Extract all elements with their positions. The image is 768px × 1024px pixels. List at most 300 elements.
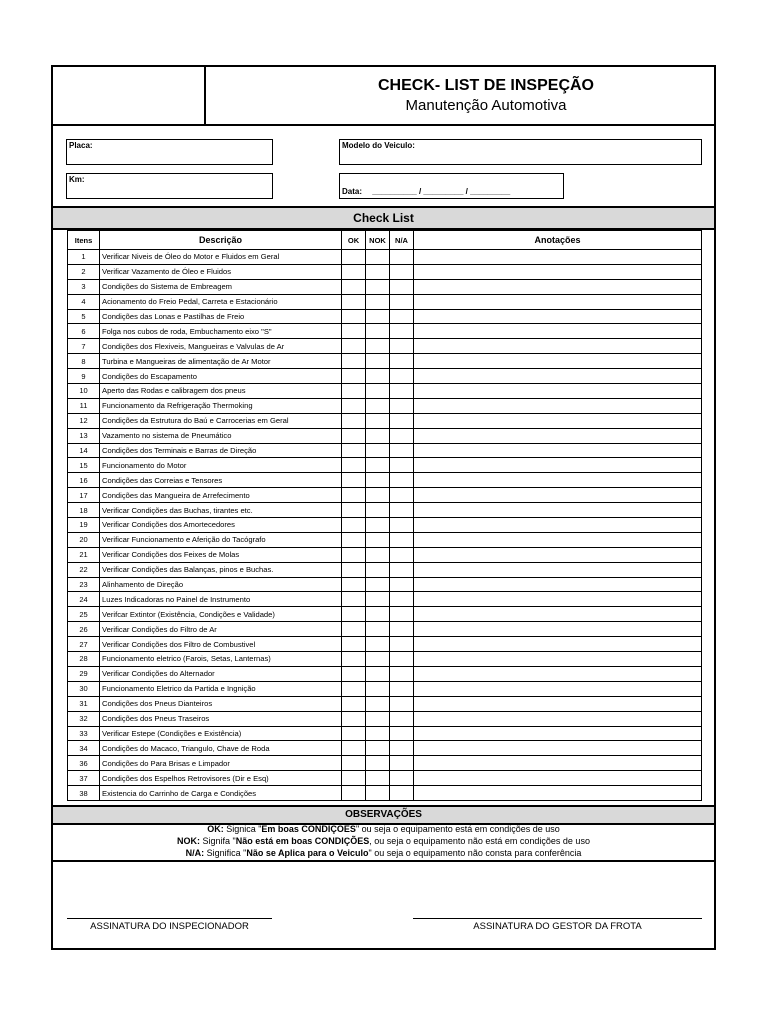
na-checkbox-cell[interactable]: [390, 250, 414, 265]
legend-nok-pre: Signifa ": [200, 836, 236, 846]
na-checkbox-cell[interactable]: [390, 681, 414, 696]
na-checkbox-cell[interactable]: [390, 443, 414, 458]
nok-checkbox-cell[interactable]: [366, 250, 390, 265]
na-checkbox-cell[interactable]: [390, 294, 414, 309]
anotacoes-cell[interactable]: [414, 428, 702, 443]
table-row: [68, 488, 702, 503]
legend-ok-key: OK:: [207, 824, 224, 834]
item-number: 23: [68, 577, 100, 592]
item-description: Verificar Condições do Filtro de Ar: [100, 622, 342, 637]
table-row: [68, 711, 702, 726]
item-number: 21: [68, 547, 100, 562]
item-description: Verifcar Extintor (Existência, Condições e Validade): [100, 607, 342, 622]
item-description: Folga nos cubos de roda, Embuchamento eixo "S": [100, 324, 342, 339]
item-number: 8: [68, 354, 100, 369]
na-checkbox-cell[interactable]: [390, 652, 414, 667]
km-label: Km:: [69, 175, 85, 184]
item-number: 18: [68, 503, 100, 518]
nok-checkbox-cell[interactable]: [366, 786, 390, 801]
item-number: 4: [68, 294, 100, 309]
nok-checkbox-cell[interactable]: [366, 324, 390, 339]
anotacoes-cell[interactable]: [414, 443, 702, 458]
inspector-signature-line[interactable]: [67, 918, 272, 919]
na-checkbox-cell[interactable]: [390, 339, 414, 354]
item-description: Verificar Niveis de Óleo do Motor e Fluidos em Geral: [100, 250, 342, 265]
item-number: 5: [68, 309, 100, 324]
item-description: Verificar Condições das Buchas, tirantes etc.: [100, 503, 342, 518]
na-checkbox-cell[interactable]: [390, 592, 414, 607]
table-row: [68, 786, 702, 801]
na-checkbox-cell[interactable]: [390, 666, 414, 681]
na-checkbox-cell[interactable]: [390, 384, 414, 399]
table-row: [68, 562, 702, 577]
table-row: [68, 532, 702, 547]
data-blanks: __________ / _________ / _________: [372, 187, 511, 196]
modelo-veiculo-label: Modelo do Veiculo:: [342, 141, 415, 150]
item-number: 19: [68, 518, 100, 533]
item-number: 11: [68, 398, 100, 413]
anotacoes-cell[interactable]: [414, 488, 702, 503]
ok-checkbox-cell[interactable]: [342, 637, 366, 652]
ok-checkbox-cell[interactable]: [342, 652, 366, 667]
ok-checkbox-cell[interactable]: [342, 771, 366, 786]
legend-na-key: N/A:: [185, 848, 205, 858]
nok-checkbox-cell[interactable]: [366, 354, 390, 369]
na-checkbox-cell[interactable]: [390, 532, 414, 547]
item-description: Condições dos Flexiveis, Mangueiras e Valvulas de Ar: [100, 339, 342, 354]
na-checkbox-cell[interactable]: [390, 577, 414, 592]
legend-ok-post: " ou seja o equipamento está em condições de uso: [355, 824, 560, 834]
item-number: 14: [68, 443, 100, 458]
observacoes-title: OBSERVAÇÕES: [53, 805, 714, 825]
ok-checkbox-cell[interactable]: [342, 309, 366, 324]
item-description: Funcionamento eletrico (Farois, Setas, Lanternas): [100, 652, 342, 667]
legend-nok: [53, 836, 714, 846]
ok-checkbox-cell[interactable]: [342, 398, 366, 413]
manager-signature-line[interactable]: [413, 918, 702, 919]
item-number: 17: [68, 488, 100, 503]
item-description: Acionamento do Freio Pedal, Carreta e Estacionário: [100, 294, 342, 309]
ok-checkbox-cell[interactable]: [342, 279, 366, 294]
anotacoes-cell[interactable]: [414, 681, 702, 696]
legend-na-bold: Não se Aplica para o Veiculo: [246, 848, 369, 858]
anotacoes-cell[interactable]: [414, 473, 702, 488]
na-checkbox-cell[interactable]: [390, 607, 414, 622]
item-number: 30: [68, 681, 100, 696]
nok-checkbox-cell[interactable]: [366, 592, 390, 607]
ok-checkbox-cell[interactable]: [342, 622, 366, 637]
table-row: [68, 428, 702, 443]
item-number: 3: [68, 279, 100, 294]
col-nok: NOK: [366, 231, 390, 250]
item-number: 2: [68, 264, 100, 279]
data-label: Data:: [342, 187, 363, 196]
item-number: 20: [68, 532, 100, 547]
item-description: Condições dos Espelhos Retrovisores (Dir e Esq): [100, 771, 342, 786]
na-checkbox-cell[interactable]: [390, 503, 414, 518]
nok-checkbox-cell[interactable]: [366, 279, 390, 294]
item-description: Condições do Para Brisas e Limpador: [100, 756, 342, 771]
ok-checkbox-cell[interactable]: [342, 681, 366, 696]
table-row: [68, 279, 702, 294]
item-number: 34: [68, 741, 100, 756]
checklist-body: [68, 250, 702, 801]
anotacoes-cell[interactable]: [414, 369, 702, 384]
table-row: [68, 250, 702, 265]
ok-checkbox-cell[interactable]: [342, 443, 366, 458]
item-description: Verificar Estepe (Condições e Existência): [100, 726, 342, 741]
anotacoes-cell[interactable]: [414, 607, 702, 622]
anotacoes-cell[interactable]: [414, 622, 702, 637]
inspector-signature-label: ASSINATURA DO INSPECIONADOR: [90, 921, 249, 932]
item-number: 37: [68, 771, 100, 786]
inspection-sheet: [51, 65, 716, 950]
na-checkbox-cell[interactable]: [390, 711, 414, 726]
na-checkbox-cell[interactable]: [390, 518, 414, 533]
data-field[interactable]: [339, 173, 564, 199]
anotacoes-cell[interactable]: [414, 354, 702, 369]
na-checkbox-cell[interactable]: [390, 413, 414, 428]
table-row: [68, 592, 702, 607]
signature-divider: [53, 860, 714, 862]
na-checkbox-cell[interactable]: [390, 369, 414, 384]
table-row: [68, 547, 702, 562]
item-number: 33: [68, 726, 100, 741]
anotacoes-cell[interactable]: [414, 547, 702, 562]
placa-field[interactable]: [66, 139, 273, 165]
anotacoes-cell[interactable]: [414, 726, 702, 741]
na-checkbox-cell[interactable]: [390, 786, 414, 801]
ok-checkbox-cell[interactable]: [342, 473, 366, 488]
na-checkbox-cell[interactable]: [390, 726, 414, 741]
km-field[interactable]: [66, 173, 273, 199]
table-row: [68, 369, 702, 384]
item-number: 27: [68, 637, 100, 652]
ok-checkbox-cell[interactable]: [342, 339, 366, 354]
table-row: [68, 622, 702, 637]
checklist-title: Check List: [53, 208, 714, 228]
item-description: Aperto das Rodas e calibragem dos pneus: [100, 384, 342, 399]
item-number: 24: [68, 592, 100, 607]
checklist-table: [67, 230, 702, 801]
item-description: Condições das Correias e Tensores: [100, 473, 342, 488]
table-row: [68, 652, 702, 667]
nok-checkbox-cell[interactable]: [366, 726, 390, 741]
table-row: [68, 741, 702, 756]
item-number: 15: [68, 458, 100, 473]
ok-checkbox-cell[interactable]: [342, 666, 366, 681]
na-checkbox-cell[interactable]: [390, 622, 414, 637]
anotacoes-cell[interactable]: [414, 458, 702, 473]
nok-checkbox-cell[interactable]: [366, 532, 390, 547]
anotacoes-cell[interactable]: [414, 756, 702, 771]
table-row: [68, 577, 702, 592]
item-description: Condições das Mangueira de Arrefecimento: [100, 488, 342, 503]
item-description: Condições da Estrutura do Baú e Carrocerias em Geral: [100, 413, 342, 428]
legend-ok-pre: Signica ": [223, 824, 262, 834]
ok-checkbox-cell[interactable]: [342, 786, 366, 801]
item-number: 1: [68, 250, 100, 265]
nok-checkbox-cell[interactable]: [366, 458, 390, 473]
anotacoes-cell[interactable]: [414, 324, 702, 339]
na-checkbox-cell[interactable]: [390, 398, 414, 413]
nok-checkbox-cell[interactable]: [366, 413, 390, 428]
ok-checkbox-cell[interactable]: [342, 607, 366, 622]
item-description: Condições do Escapamento: [100, 369, 342, 384]
ok-checkbox-cell[interactable]: [342, 532, 366, 547]
table-row: [68, 518, 702, 533]
item-description: Condições dos Pneus Dianteiros: [100, 696, 342, 711]
ok-checkbox-cell[interactable]: [342, 384, 366, 399]
anotacoes-cell[interactable]: [414, 666, 702, 681]
nok-checkbox-cell[interactable]: [366, 488, 390, 503]
nok-checkbox-cell[interactable]: [366, 264, 390, 279]
nok-checkbox-cell[interactable]: [366, 562, 390, 577]
item-number: 13: [68, 428, 100, 443]
ok-checkbox-cell[interactable]: [342, 696, 366, 711]
nok-checkbox-cell[interactable]: [366, 711, 390, 726]
col-anotacoes: Anotações: [414, 231, 702, 250]
na-checkbox-cell[interactable]: [390, 354, 414, 369]
na-checkbox-cell[interactable]: [390, 279, 414, 294]
legend-nok-post: , ou seja o equipamento não está em condições de uso: [369, 836, 590, 846]
table-row: [68, 294, 702, 309]
anotacoes-cell[interactable]: [414, 309, 702, 324]
item-number: 22: [68, 562, 100, 577]
item-number: 32: [68, 711, 100, 726]
anotacoes-cell[interactable]: [414, 741, 702, 756]
table-row: [68, 443, 702, 458]
anotacoes-cell[interactable]: [414, 294, 702, 309]
item-number: 36: [68, 756, 100, 771]
nok-checkbox-cell[interactable]: [366, 696, 390, 711]
item-description: Condições do Macaco, Triangulo, Chave de Roda: [100, 741, 342, 756]
table-row: [68, 607, 702, 622]
item-description: Verificar Condições das Balanças, pinos e Buchas.: [100, 562, 342, 577]
item-description: Condições do Sistema de Embreagem: [100, 279, 342, 294]
na-checkbox-cell[interactable]: [390, 488, 414, 503]
nok-checkbox-cell[interactable]: [366, 518, 390, 533]
nok-checkbox-cell[interactable]: [366, 428, 390, 443]
table-row: [68, 637, 702, 652]
item-number: 29: [68, 666, 100, 681]
col-itens: Itens: [68, 231, 100, 250]
na-checkbox-cell[interactable]: [390, 458, 414, 473]
item-description: Condições dos Terminais e Barras de Direção: [100, 443, 342, 458]
nok-checkbox-cell[interactable]: [366, 547, 390, 562]
item-description: Condições das Lonas e Pastilhas de Freio: [100, 309, 342, 324]
table-row: [68, 458, 702, 473]
legend-nok-bold: Não está em boas CONDIÇÕES: [235, 836, 370, 846]
item-number: 6: [68, 324, 100, 339]
na-checkbox-cell[interactable]: [390, 473, 414, 488]
legend-na-pre: Significa ": [204, 848, 247, 858]
data-line: [342, 187, 561, 196]
table-row: [68, 756, 702, 771]
table-row: [68, 339, 702, 354]
anotacoes-cell[interactable]: [414, 413, 702, 428]
ok-checkbox-cell[interactable]: [342, 324, 366, 339]
item-number: 12: [68, 413, 100, 428]
na-checkbox-cell[interactable]: [390, 324, 414, 339]
table-row: [68, 413, 702, 428]
ok-checkbox-cell[interactable]: [342, 264, 366, 279]
item-description: Verificar Condições dos Filtro de Combustivel: [100, 637, 342, 652]
nok-checkbox-cell[interactable]: [366, 309, 390, 324]
item-description: Turbina e Mangueiras de alimentação de Ar Motor: [100, 354, 342, 369]
item-number: 25: [68, 607, 100, 622]
ok-checkbox-cell[interactable]: [342, 577, 366, 592]
nok-checkbox-cell[interactable]: [366, 443, 390, 458]
table-row: [68, 384, 702, 399]
nok-checkbox-cell[interactable]: [366, 503, 390, 518]
nok-checkbox-cell[interactable]: [366, 741, 390, 756]
nok-checkbox-cell[interactable]: [366, 398, 390, 413]
table-row: [68, 503, 702, 518]
na-checkbox-cell[interactable]: [390, 756, 414, 771]
anotacoes-cell[interactable]: [414, 637, 702, 652]
nok-checkbox-cell[interactable]: [366, 607, 390, 622]
col-descricao: Descrição: [100, 231, 342, 250]
anotacoes-cell[interactable]: [414, 562, 702, 577]
table-row: [68, 309, 702, 324]
ok-checkbox-cell[interactable]: [342, 369, 366, 384]
item-description: Funcionamento do Motor: [100, 458, 342, 473]
nok-checkbox-cell[interactable]: [366, 577, 390, 592]
item-number: 7: [68, 339, 100, 354]
legend-ok-bold: Em boas CONDIÇÕES: [261, 824, 356, 834]
table-row: [68, 324, 702, 339]
legend-na-post: " ou seja o equipamento não consta para conferência: [368, 848, 582, 858]
na-checkbox-cell[interactable]: [390, 547, 414, 562]
nok-checkbox-cell[interactable]: [366, 681, 390, 696]
anotacoes-cell[interactable]: [414, 384, 702, 399]
na-checkbox-cell[interactable]: [390, 771, 414, 786]
table-row: [68, 473, 702, 488]
na-checkbox-cell[interactable]: [390, 428, 414, 443]
anotacoes-cell[interactable]: [414, 518, 702, 533]
page-subtitle: Manutenção Automotiva: [405, 97, 567, 114]
anotacoes-cell[interactable]: [414, 503, 702, 518]
na-checkbox-cell[interactable]: [390, 637, 414, 652]
na-checkbox-cell[interactable]: [390, 741, 414, 756]
item-description: Verificar Vazamento de Óleo e Fluidos: [100, 264, 342, 279]
ok-checkbox-cell[interactable]: [342, 711, 366, 726]
nok-checkbox-cell[interactable]: [366, 771, 390, 786]
ok-checkbox-cell[interactable]: [342, 592, 366, 607]
nok-checkbox-cell[interactable]: [366, 652, 390, 667]
anotacoes-cell[interactable]: [414, 279, 702, 294]
nok-checkbox-cell[interactable]: [366, 294, 390, 309]
ok-checkbox-cell[interactable]: [342, 547, 366, 562]
anotacoes-cell[interactable]: [414, 786, 702, 801]
na-checkbox-cell[interactable]: [390, 562, 414, 577]
item-description: Existencia do Carrinho de Carga e Condições: [100, 786, 342, 801]
na-checkbox-cell[interactable]: [390, 696, 414, 711]
ok-checkbox-cell[interactable]: [342, 413, 366, 428]
nok-checkbox-cell[interactable]: [366, 666, 390, 681]
item-number: 38: [68, 786, 100, 801]
ok-checkbox-cell[interactable]: [342, 726, 366, 741]
na-checkbox-cell[interactable]: [390, 264, 414, 279]
nok-checkbox-cell[interactable]: [366, 622, 390, 637]
ok-checkbox-cell[interactable]: [342, 503, 366, 518]
table-row: [68, 354, 702, 369]
legend-nok-key: NOK:: [177, 836, 201, 846]
manager-signature-label: ASSINATURA DO GESTOR DA FROTA: [473, 921, 642, 932]
anotacoes-cell[interactable]: [414, 592, 702, 607]
nok-checkbox-cell[interactable]: [366, 637, 390, 652]
nok-checkbox-cell[interactable]: [366, 384, 390, 399]
item-number: 26: [68, 622, 100, 637]
item-description: Alinhamento de Direção: [100, 577, 342, 592]
col-na: N/A: [390, 231, 414, 250]
anotacoes-cell[interactable]: [414, 577, 702, 592]
nok-checkbox-cell[interactable]: [366, 369, 390, 384]
anotacoes-cell[interactable]: [414, 652, 702, 667]
ok-checkbox-cell[interactable]: [342, 562, 366, 577]
item-description: Vazamento no sistema de Pneumático: [100, 428, 342, 443]
ok-checkbox-cell[interactable]: [342, 741, 366, 756]
anotacoes-cell[interactable]: [414, 264, 702, 279]
anotacoes-cell[interactable]: [414, 696, 702, 711]
item-number: 10: [68, 384, 100, 399]
ok-checkbox-cell[interactable]: [342, 518, 366, 533]
table-row: [68, 398, 702, 413]
item-number: 31: [68, 696, 100, 711]
page-title: CHECK- LIST DE INSPEÇÃO: [377, 77, 594, 94]
logo-box: [53, 67, 206, 124]
item-description: Luzes Indicadoras no Painel de Instrumento: [100, 592, 342, 607]
item-description: Funcionamento da Refrigeração Thermoking: [100, 398, 342, 413]
ok-checkbox-cell[interactable]: [342, 428, 366, 443]
table-row: [68, 771, 702, 786]
anotacoes-cell[interactable]: [414, 711, 702, 726]
anotacoes-cell[interactable]: [414, 339, 702, 354]
header-divider: [53, 124, 714, 126]
ok-checkbox-cell[interactable]: [342, 458, 366, 473]
table-row: [68, 264, 702, 279]
table-row: [68, 696, 702, 711]
table-row: [68, 666, 702, 681]
nok-checkbox-cell[interactable]: [366, 339, 390, 354]
ok-checkbox-cell[interactable]: [342, 354, 366, 369]
modelo-veiculo-field[interactable]: [339, 139, 702, 165]
anotacoes-cell[interactable]: [414, 532, 702, 547]
legend-ok: [53, 824, 714, 834]
anotacoes-cell[interactable]: [414, 771, 702, 786]
item-description: Funcionamento Eletrico da Partida e Ingnição: [100, 681, 342, 696]
table-row: [68, 681, 702, 696]
table-row: [68, 726, 702, 741]
item-description: Verificar Funcionamento e Aferição do Tacógrafo: [100, 532, 342, 547]
nok-checkbox-cell[interactable]: [366, 756, 390, 771]
ok-checkbox-cell[interactable]: [342, 250, 366, 265]
ok-checkbox-cell[interactable]: [342, 488, 366, 503]
nok-checkbox-cell[interactable]: [366, 473, 390, 488]
anotacoes-cell[interactable]: [414, 250, 702, 265]
item-number: 28: [68, 652, 100, 667]
item-number: 16: [68, 473, 100, 488]
anotacoes-cell[interactable]: [414, 398, 702, 413]
item-description: Verificar Condições dos Amortecedores: [100, 518, 342, 533]
legend-na: [53, 848, 714, 858]
placa-label: Placa:: [69, 141, 93, 150]
col-ok: OK: [342, 231, 366, 250]
ok-checkbox-cell[interactable]: [342, 756, 366, 771]
na-checkbox-cell[interactable]: [390, 309, 414, 324]
ok-checkbox-cell[interactable]: [342, 294, 366, 309]
